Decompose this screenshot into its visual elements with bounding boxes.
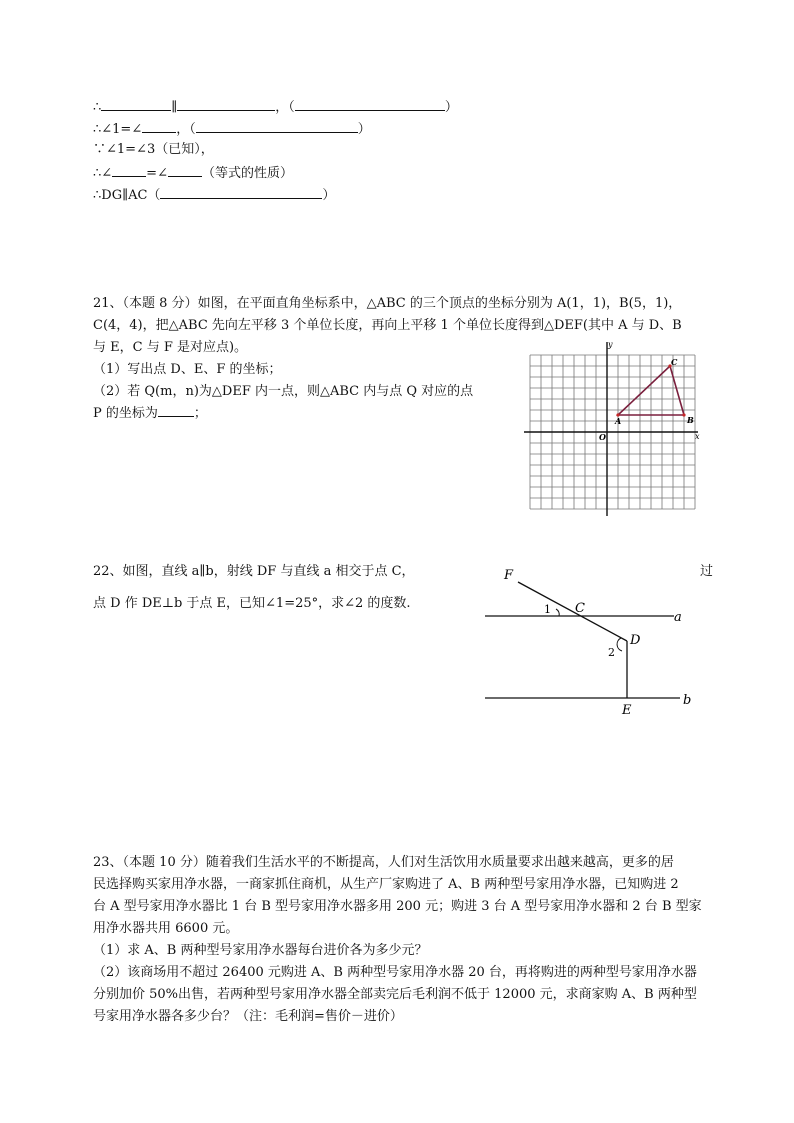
question-22-line-1-end: 过 bbox=[700, 564, 714, 579]
question-22-line-1: 22、如图，直线 a∥b，射线 DF 与直线 a 相交于点 C， bbox=[93, 564, 415, 579]
label-c-point: C bbox=[575, 601, 585, 616]
answer-blank-p[interactable] bbox=[158, 403, 194, 417]
label-e: E bbox=[622, 703, 632, 718]
parallel-lines-figure bbox=[480, 562, 700, 720]
blank-2[interactable] bbox=[177, 97, 275, 111]
label-y: y bbox=[608, 340, 613, 349]
label-x: x bbox=[695, 432, 700, 441]
blank-3[interactable] bbox=[295, 97, 445, 111]
label-origin: O bbox=[599, 432, 606, 442]
proof-line-3: ∵∠1=∠3（已知）， bbox=[93, 142, 214, 157]
label-line-b: b bbox=[683, 693, 692, 708]
label-a: A bbox=[615, 416, 622, 426]
therefore-symbol: ∴ bbox=[93, 100, 102, 115]
blank-7[interactable] bbox=[168, 163, 202, 177]
blank-4[interactable] bbox=[142, 119, 176, 133]
label-angle-1: 1 bbox=[544, 603, 551, 616]
blank-6[interactable] bbox=[112, 163, 146, 177]
proof-line-2: ∴∠1=∠ ，（ ） bbox=[93, 119, 371, 139]
label-f: F bbox=[504, 568, 514, 583]
label-line-a: a bbox=[674, 610, 682, 625]
label-b: B bbox=[687, 415, 694, 425]
label-c: C bbox=[671, 357, 678, 367]
proof-line-1: ∴ ∥ ，（ ） bbox=[93, 97, 458, 117]
blank-1[interactable] bbox=[101, 97, 171, 111]
question-21: 21、（本题 8 分）如图，在平面直角坐标系中，△ABC 的三个顶点的坐标分别为 A(1，1)，B(5，1)， C(4，4)，把△ABC 先向左平移 3 个单位长度，再向上平移 1 个单位长度得到△DEF(其中 A 与 D、B 与 E，C 与 F 是对应点)。 （1）写出点 D、E、F 的坐标； （2）若 Q(m，n)为△DEF 内一点，则△ABC 内与点 Q 对应的点 P 的坐标为 ； bbox=[93, 296, 682, 421]
proof-line-4: ∴∠ =∠ （等式的性质） bbox=[93, 163, 293, 183]
blank-5[interactable] bbox=[196, 119, 358, 133]
label-d: D bbox=[630, 633, 641, 648]
proof-line-5: ∴DG∥AC（ ） bbox=[93, 185, 335, 205]
question-22-line-2: 点 D 作 DE⊥b 于点 E，已知∠1=25°，求∠2 的度数. bbox=[93, 596, 411, 611]
ray-df bbox=[518, 582, 627, 641]
blank-8[interactable] bbox=[160, 185, 322, 199]
coordinate-grid-figure bbox=[522, 338, 704, 518]
question-23: 23、（本题 10 分）随着我们生活水平的不断提高，人们对生活饮用水质量要求出越来越高，更多的居 民选择购买家用净水器，一商家抓住商机，从生产厂家购进了 A、B 两种型号家用净水器，已知购进 2 台 A 型号家用净水器比 1 台 B 型号家用净水器多用 200 元；购进 3 台 A 型号家用净水器和 2 台 B 型家 用净水器共用 6600 元。 （1）求 A、B 两种型号家用净水器每台进价各为多少元？ （2）该商场用不超过 26400 元购进 A、B 两种型号家用净水器 20 台，再将购进的两种型号家用净水器 分别加价 50%出售，若两种型号家用净水器全部卖完后毛利润不低于 12000 元，求商家购 A、B 两种型 号家用净水器各多少台？（注：毛利润=售价－进价） bbox=[93, 855, 702, 1024]
label-angle-2: 2 bbox=[608, 646, 615, 659]
